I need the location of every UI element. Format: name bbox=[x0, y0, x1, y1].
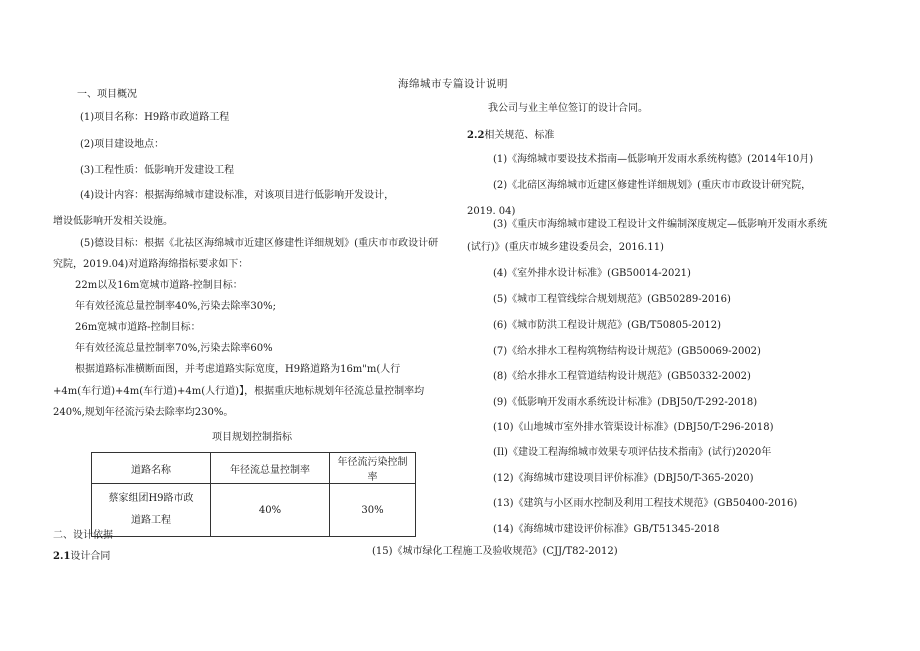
header-volume-rate: 年径流总量控制率 bbox=[211, 453, 330, 484]
reference-8: (8)《给水排水工程管道结构设计规范》(GB50332-2002) bbox=[493, 371, 751, 382]
table-caption: 项目规划控制指标 bbox=[212, 432, 292, 443]
cross-section-para-line2: +4m(车行道)+4m(车行道)+4m(人行道)】，根据重庆地标规划年径流总量控制率均 bbox=[53, 386, 425, 397]
section-2-heading: 二、设计依据 bbox=[53, 530, 113, 541]
reference-7: (7)《给水排水工程构筑物结构设计规范》(GB50069-2002) bbox=[493, 346, 761, 357]
table-header-row bbox=[92, 453, 416, 484]
subsection-2-1 bbox=[53, 551, 110, 563]
reference-4: (4)《室外排水设计标准》(GB50014-2021) bbox=[493, 268, 691, 279]
reference-3-line2: (试行)》(重庆市城乡建设委员会，2016.11) bbox=[467, 242, 664, 253]
design-content-line1: (4)设计内容：根据海绵城市建设标准，对该项目进行低影响开发设计， bbox=[80, 190, 395, 201]
cell-volume-rate: 40% bbox=[211, 484, 330, 537]
reference-14: (14)《海绵城市建设评价标准》GB/T51345-2018 bbox=[493, 524, 720, 535]
road-22m-target: 年有效径流总量控制率40%,污染去除率30%; bbox=[75, 301, 277, 312]
reference-11: (Il)《建设工程海绵城市效果专项评估技术指南》(试行)2020年 bbox=[493, 447, 772, 458]
road-26m-target: 年有效径流总量控制率70%,污染去除率60% bbox=[75, 343, 273, 354]
reference-2-line1: (2)《北碚区海绵城市近建区修建性详细规划》(重庆市市政设计研究院， bbox=[493, 180, 812, 191]
subsection-2-2-title: 相关规范、标准 bbox=[484, 130, 555, 141]
road-22m-heading: 22m以及16m宽城市道路-控制目标： bbox=[75, 280, 243, 291]
header-road-name: 道路名称 bbox=[92, 453, 211, 484]
contract-statement: 我公司与业主单位签订的设计合同。 bbox=[488, 103, 648, 114]
cell-road-name bbox=[92, 484, 211, 537]
subsection-2-1-title: 设计合同 bbox=[70, 551, 111, 562]
cross-section-para-line1: 根据道路标准横断面图，并考虑道路实际宽度，H9路道路为16m"m(人行 bbox=[75, 364, 401, 375]
reference-9: (9)《低影响开发雨水系统设计标准》(DBJ50/T-292-2018) bbox=[493, 397, 758, 408]
cross-section-para-line3: 240%,规划年径流污染去除率均230%。 bbox=[53, 407, 234, 418]
design-target-line2: 究院，2019.04)对道路海绵指标要求如下： bbox=[53, 259, 249, 270]
reference-5: (5)《城市工程管线综合规划规范》(GB50289-2016) bbox=[493, 294, 731, 305]
planning-control-table bbox=[91, 452, 416, 537]
project-location: (2)项目建设地点： bbox=[80, 139, 165, 150]
subsection-2-2-number: 2.2 bbox=[467, 130, 485, 141]
road-name-line1: 蔡家组团H9路市政 bbox=[108, 493, 194, 504]
reference-13: (13)《建筑与小区雨水控制及利用工程技术规范》(GB50400-2016) bbox=[493, 498, 798, 509]
reference-12: (12)《海绵城市建设项目评价标准》(DBJ50/T-365-2020) bbox=[493, 473, 754, 484]
road-name-line2: 道路工程 bbox=[131, 515, 171, 526]
doc-title: 海绵城市专篇设计说明 bbox=[398, 78, 508, 90]
design-target-line1: (5)德设目标：根据《北祛区海绵城市近建区修建性详细规划》(重庆市市政设计研 bbox=[80, 238, 439, 249]
table-row bbox=[92, 484, 416, 537]
reference-1: (1)《海绵城市要设技术指南—低影响开发雨水系统构德》(2014年10月) bbox=[493, 154, 814, 165]
subsection-2-1-number: 2.1 bbox=[53, 551, 71, 562]
subsection-2-2 bbox=[467, 130, 554, 142]
reference-2-line2: 2019. 04) bbox=[467, 206, 516, 217]
reference-6: (6)《城市防洪工程设计规范》(GB/T50805-2012) bbox=[493, 320, 721, 331]
project-nature: (3)工程性质：低影响开发建设工程 bbox=[80, 165, 235, 176]
project-name: (1)项目名称：H9路市政道路工程 bbox=[80, 112, 230, 123]
section-1-heading: 一、项目概况 bbox=[77, 89, 137, 100]
reference-3-line1: (3)《重庆市海绵城市建设工程设计文件编制深度规定—低影响开发雨水系统 bbox=[493, 219, 828, 230]
reference-15: (15)《城市绿化工程施工及验收规范》(CJJ/T82-2012) bbox=[372, 546, 618, 557]
header-pollution-rate: 年径流污染控制率 bbox=[330, 453, 416, 484]
road-26m-heading: 26m宽城市道路-控制目标： bbox=[75, 322, 201, 333]
reference-10: (10)《山地城市室外排水管渠设计标准》(DBJ50/T-296-2018) bbox=[493, 422, 774, 433]
cell-pollution-rate: 30% bbox=[330, 484, 416, 537]
design-content-line2: 增设低影响开发相关设施。 bbox=[53, 216, 173, 227]
